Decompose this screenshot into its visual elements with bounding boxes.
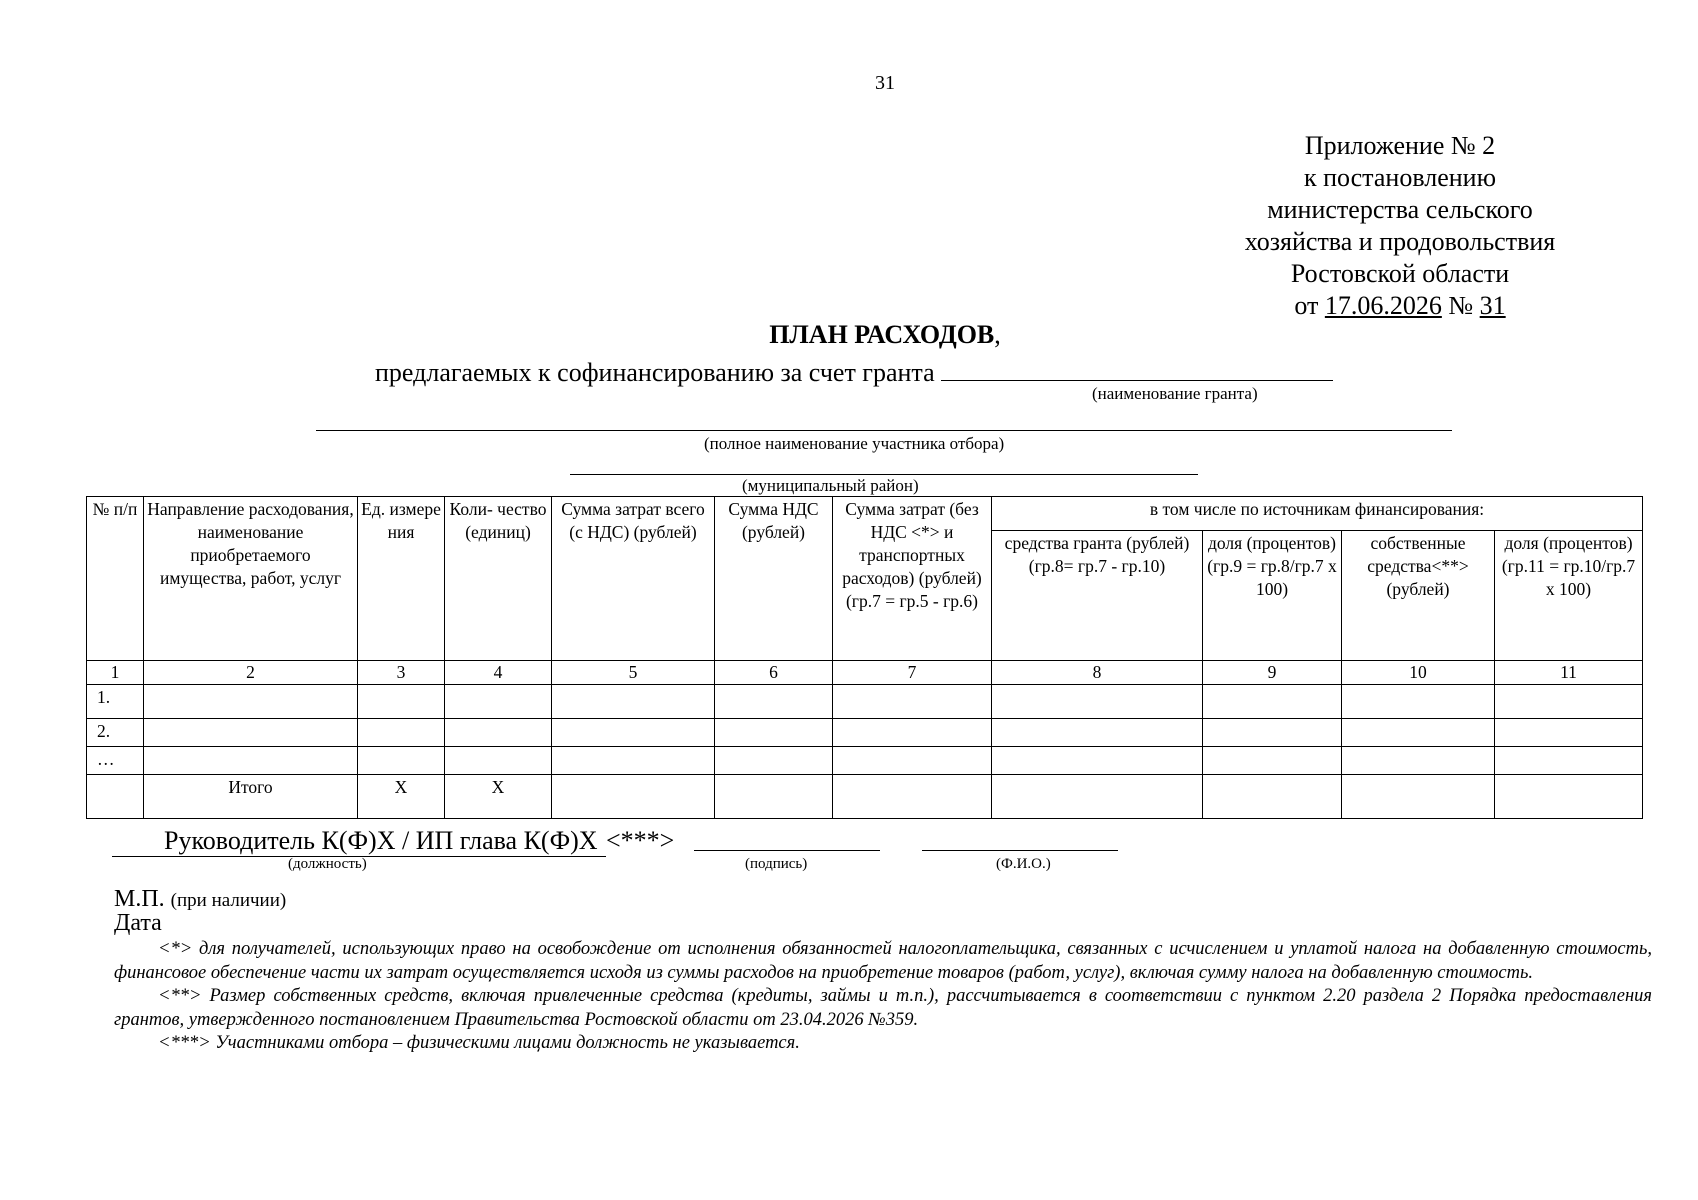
position-footnote-mark: <***> (606, 826, 675, 855)
header-cost-no-vat: Сумма затрат (без НДС <*> и транспортных расходов) (рублей) (гр.7 = гр.5 - гр.6) (833, 497, 992, 661)
participant-caption: (полное наименование участника отбора) (704, 434, 1005, 453)
header-quantity: Коли- чество (единиц) (445, 497, 552, 661)
appendix-date-prefix: от (1294, 291, 1319, 320)
appendix-date-line (1230, 290, 1570, 322)
appendix-line-1: Приложение № 2 (1304, 131, 1496, 160)
stamp-label: М.П. (114, 886, 165, 912)
table-cell[interactable] (1203, 775, 1342, 819)
appendix-line-4: хозяйства и продовольствия (1244, 227, 1556, 256)
table-cell[interactable] (833, 775, 992, 819)
table-row (87, 685, 1643, 719)
appendix-date: 17.06.2026 (1324, 291, 1442, 320)
table-row (87, 747, 1643, 775)
row-number: … (87, 747, 144, 775)
full-name-field[interactable] (922, 850, 1118, 851)
table-cell[interactable] (1203, 685, 1342, 719)
header-own-share: доля (процентов) (гр.11 = гр.10/гр.7 х 100) (1495, 531, 1643, 661)
title-text: ПЛАН РАСХОДОВ (769, 320, 995, 349)
column-number: 10 (1342, 661, 1495, 685)
table-cell[interactable] (1342, 747, 1495, 775)
table-cell[interactable] (992, 685, 1203, 719)
column-number-row (87, 661, 1643, 685)
document-title (0, 320, 1698, 350)
table-cell[interactable] (715, 775, 833, 819)
header-vat: Сумма НДС (рублей) (715, 497, 833, 661)
date-label: Дата (114, 910, 162, 936)
header-direction: Направление расходования, наименование приобретаемого имущества, работ, услуг (144, 497, 358, 661)
header-funding-sources: в том числе по источникам финансирования: (992, 497, 1643, 531)
header-unit: Ед. измере ния (358, 497, 445, 661)
table-cell[interactable] (1342, 719, 1495, 747)
appendix-line-2: к постановлению (1303, 163, 1497, 192)
table-cell[interactable] (992, 747, 1203, 775)
table-cell[interactable] (1495, 775, 1643, 819)
full-name-caption: (Ф.И.О.) (996, 856, 1051, 872)
row-number: 1. (87, 685, 144, 719)
subtitle-text: предлагаемых к софинансированию за счет гранта (375, 358, 935, 387)
column-number: 1 (87, 661, 144, 685)
signature-field[interactable] (694, 850, 880, 851)
table-row (87, 719, 1643, 747)
table-cell[interactable] (1342, 775, 1495, 819)
appendix-line-3: министерства сельского (1267, 195, 1533, 224)
footnotes (114, 938, 1652, 1056)
table-cell[interactable] (1495, 719, 1643, 747)
signature-caption: (подпись) (745, 856, 808, 872)
table-cell[interactable] (445, 719, 552, 747)
column-number: 11 (1495, 661, 1643, 685)
total-row (87, 775, 1643, 819)
table-cell[interactable] (144, 719, 358, 747)
appendix-number: 31 (1479, 291, 1506, 320)
page-number: 31 (875, 72, 895, 94)
column-number: 6 (715, 661, 833, 685)
footnote-3: <***> Участниками отбора – физическими лицами должность не указывается. (158, 1033, 800, 1053)
column-number: 7 (833, 661, 992, 685)
table-cell[interactable] (358, 685, 445, 719)
total-unit: Х (358, 775, 445, 819)
grant-name-field[interactable] (941, 356, 1333, 381)
table-cell[interactable] (144, 747, 358, 775)
table-cell[interactable] (358, 747, 445, 775)
district-field[interactable] (570, 474, 1198, 475)
table-cell[interactable] (1495, 685, 1643, 719)
title-comma: , (994, 320, 1001, 349)
column-number: 4 (445, 661, 552, 685)
table-cell[interactable] (445, 747, 552, 775)
table-cell[interactable] (358, 719, 445, 747)
signature-block (112, 826, 1612, 886)
table-cell[interactable] (445, 685, 552, 719)
header-num: № п/п (87, 497, 144, 661)
stamp-note: (при наличии) (170, 890, 287, 911)
table-cell[interactable] (552, 685, 715, 719)
position-text: Руководитель К(Ф)Х / ИП глава К(Ф)Х (164, 826, 598, 855)
table-cell (87, 775, 144, 819)
footnote-2: <**> Размер собственных средств, включая привлеченные средства (кредиты, займы и т.п.), рассчитывается в соответствии с пунктом 2.20 раздела 2 Порядка предоставления грантов, утвержденного постановлением Правительства Ростовской области от 23.04.2026 №359. (114, 986, 1652, 1030)
table-cell[interactable] (833, 719, 992, 747)
column-number: 8 (992, 661, 1203, 685)
row-number: 2. (87, 719, 144, 747)
column-number: 2 (144, 661, 358, 685)
table-cell[interactable] (1203, 719, 1342, 747)
participant-name-field[interactable] (316, 430, 1452, 431)
header-grant-funds: средства гранта (рублей) (гр.8= гр.7 - гр.10) (992, 531, 1203, 661)
table-cell[interactable] (715, 747, 833, 775)
expense-plan-table (86, 496, 1643, 819)
position-field[interactable] (112, 826, 606, 857)
column-number: 9 (1203, 661, 1342, 685)
table-cell[interactable] (552, 747, 715, 775)
appendix-number-prefix: № (1448, 291, 1474, 320)
table-cell[interactable] (1342, 685, 1495, 719)
appendix-line-5: Ростовской области (1290, 259, 1510, 288)
appendix-block (1230, 130, 1570, 322)
table-cell[interactable] (715, 719, 833, 747)
total-quantity: Х (445, 775, 552, 819)
total-label: Итого (144, 775, 358, 819)
grant-name-caption: (наименование гранта) (1092, 384, 1258, 403)
column-number: 3 (358, 661, 445, 685)
table-cell[interactable] (833, 747, 992, 775)
column-number: 5 (552, 661, 715, 685)
header-total-cost: Сумма затрат всего (с НДС) (рублей) (552, 497, 715, 661)
footnote-1: <*> для получателей, использующих право на освобождение от исполнения обязанностей налогоплательщика, связанных с исчислением и уплатой налога на добавленную стоимость, финансовое обеспечение части их затрат осуществляется исходя из суммы расходов на приобретение товаров (работ, услуг), включая сумму налога на добавленную стоимость. (114, 939, 1652, 983)
position-caption: (должность) (288, 856, 367, 872)
table-cell[interactable] (552, 719, 715, 747)
table-cell[interactable] (992, 719, 1203, 747)
header-grant-share: доля (процентов) (гр.9 = гр.8/гр.7 х 100) (1203, 531, 1342, 661)
district-caption: (муниципальный район) (742, 476, 919, 495)
table-cell[interactable] (1495, 747, 1643, 775)
stamp-line (114, 886, 286, 913)
header-own-funds: собственные средства<**> (рублей) (1342, 531, 1495, 661)
table-cell[interactable] (715, 685, 833, 719)
table-cell[interactable] (1203, 747, 1342, 775)
header-row-1 (87, 497, 1643, 531)
table-cell[interactable] (144, 685, 358, 719)
table-cell[interactable] (992, 775, 1203, 819)
table-cell[interactable] (552, 775, 715, 819)
table-cell[interactable] (833, 685, 992, 719)
